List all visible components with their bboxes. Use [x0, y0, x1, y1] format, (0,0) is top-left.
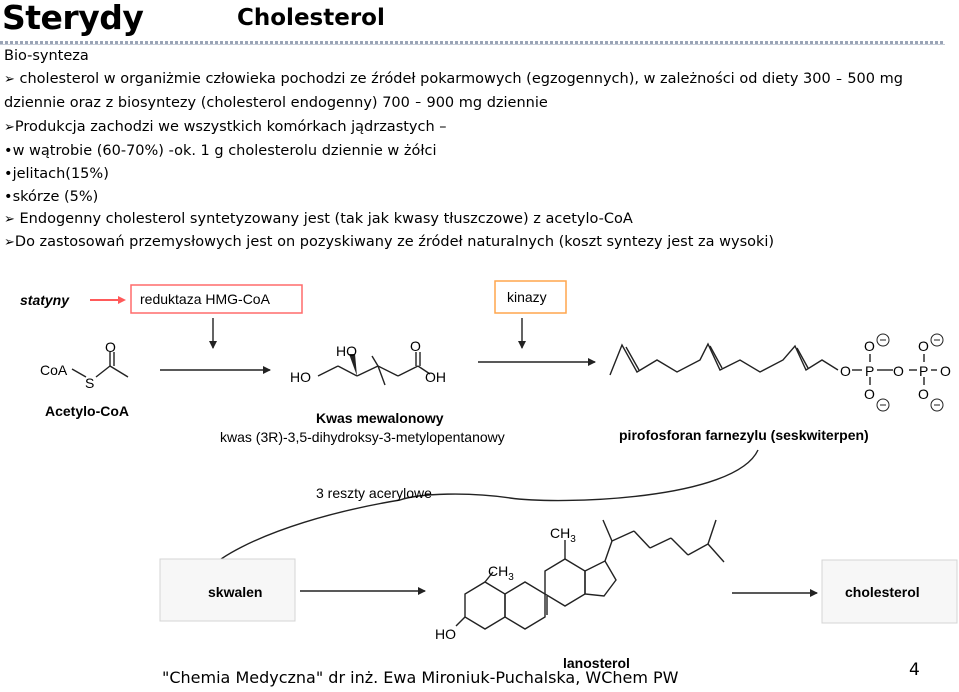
atom-label: O — [840, 363, 851, 379]
enzyme-label-kinases: kinazy — [507, 289, 547, 305]
text-part: w wątrobie (60-70%) -ok. 1 g cholesterolu dziennie w żółci — [12, 143, 437, 159]
text-part: 500 mg — [847, 71, 903, 87]
subscript: 3 — [570, 534, 576, 545]
arrow-bullet-icon: ➢ — [4, 72, 15, 87]
text-part: Produkcja zachodzi we wszystkich komórkach jądrzastych – — [14, 119, 447, 135]
subscript: 3 — [508, 572, 514, 583]
arrow-bullet-icon: ➢ — [4, 212, 15, 227]
enzyme-label-reductase: reduktaza HMG-CoA — [140, 291, 270, 307]
text-part: cholesterol w organiżmie człowieka pochodzi ze źródeł pokarmowych (egzogennych), w zależności od diety 300 — [19, 71, 831, 87]
atom-label: O — [918, 338, 929, 354]
mevalonic-acid-structure — [318, 352, 430, 385]
atom-label: O — [105, 339, 116, 355]
atom-label: HO — [435, 626, 456, 642]
lanosterol-label: lanosterol — [563, 655, 630, 671]
mevalonic-acid-label: Kwas mewalonowy — [316, 410, 444, 426]
atom-label: CoA — [40, 362, 68, 378]
atom-label: OH — [425, 369, 446, 385]
slide-title: Sterydy — [2, 0, 144, 37]
dot-bullet-icon: • — [4, 143, 13, 159]
farnesyl-pyrophosphate-structure — [610, 344, 937, 385]
atom-label: HO — [290, 369, 311, 385]
methyl-label: CH — [488, 563, 509, 579]
dot-bullet-icon: • — [4, 189, 13, 205]
three-acetyl-label: 3 reszty acerylowe — [316, 485, 432, 501]
arrow-bullet-icon: ➢ — [4, 120, 15, 135]
text-line-biosynteza: Bio-synteza — [4, 48, 89, 64]
text-part: 900 mg dziennie — [426, 95, 548, 111]
atom-label: P — [919, 363, 929, 379]
dot-bullet-icon: • — [4, 166, 13, 182]
fpp-label: pirofosforan farnezylu (seskwiterpen) — [619, 427, 869, 443]
acetyl-coa-structure — [72, 352, 128, 377]
slide-subtitle: Cholesterol — [237, 5, 385, 31]
atom-label: HO — [336, 343, 357, 359]
acetyl-coa-label: Acetylo-CoA — [45, 403, 130, 419]
atom-label — [488, 563, 514, 583]
atom-label: O — [893, 363, 904, 379]
mevalonic-acid-iupac: kwas (3R)-3,5-dihydroksy-3-metylopentanowy — [220, 429, 505, 445]
text-part: dziennie oraz z biosyntezy (cholesterol endogenny) 700 — [4, 95, 410, 111]
text-part: skórze (5%) — [12, 189, 99, 205]
squalene-label: skwalen — [208, 584, 263, 600]
atom-label: P — [865, 363, 875, 379]
inhibition-arrow-head — [118, 296, 126, 304]
atom-label: O — [940, 363, 951, 379]
atom-label: O — [918, 386, 929, 402]
text-part: jelitach(15%) — [12, 166, 109, 182]
atom-label: O — [864, 386, 875, 402]
atom-label: S — [85, 375, 95, 391]
atom-label: O — [864, 338, 875, 354]
page-number: 4 — [909, 660, 920, 680]
atom-label — [550, 525, 576, 545]
text-part: Endogenny cholesterol syntetyzowany jest (tak jak kwasy tłuszczowe) z acetylo-CoA — [19, 211, 633, 227]
methyl-label: CH — [550, 525, 571, 541]
footer-credit: "Chemia Medyczna" dr inż. Ewa Mironiuk-Puchalska, WChem PW — [162, 668, 679, 687]
atom-label: O — [410, 338, 421, 354]
text-part: Do zastosowań przemysłowych jest on pozyskiwany ze źródeł naturalnych (koszt syntezy jest za wysoki) — [14, 234, 775, 250]
cholesterol-label: cholesterol — [845, 584, 920, 600]
arrow-bullet-icon: ➢ — [4, 235, 15, 250]
statins-label: statyny — [20, 292, 70, 308]
